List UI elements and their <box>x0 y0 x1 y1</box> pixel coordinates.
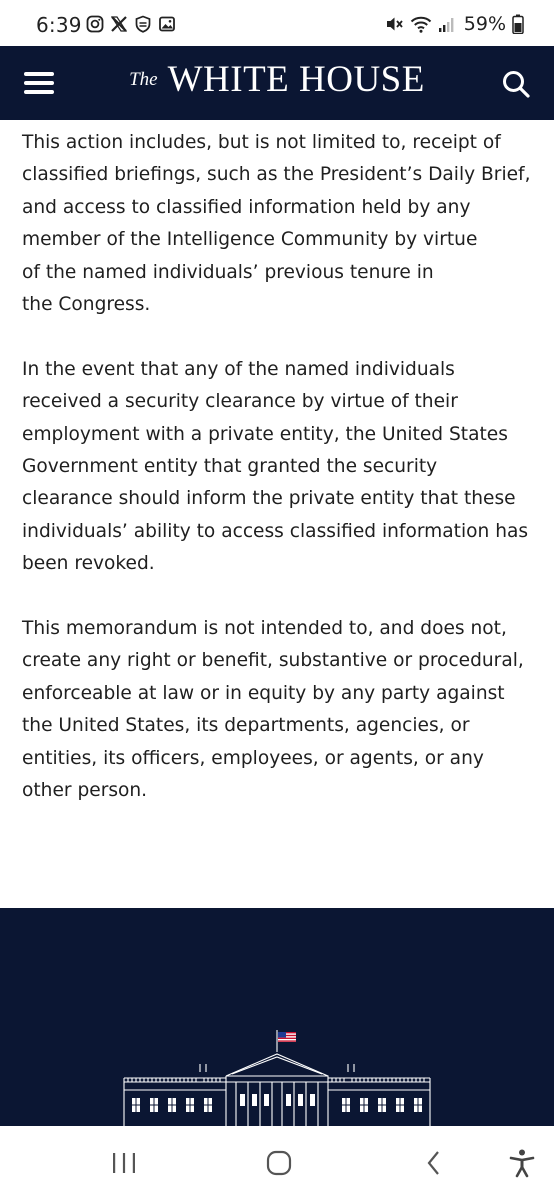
accessibility-icon[interactable] <box>482 1126 554 1200</box>
mute-icon <box>384 14 404 34</box>
logo-the-text: The <box>129 69 158 90</box>
search-icon[interactable] <box>500 68 532 100</box>
battery-percent: 59% <box>463 13 506 35</box>
article-line: employment with a private entity, the United States <box>22 423 508 445</box>
article-line: the United States, its departments, agencies, or <box>22 715 470 737</box>
article-line: been revoked. <box>22 553 155 575</box>
status-notification-icons <box>86 15 176 33</box>
status-time: 6:39 <box>36 13 82 37</box>
logo-main-text: WHITE HOUSE <box>167 59 425 100</box>
article-paragraph <box>22 613 537 807</box>
article-line: member of the Intelligence Community by virtue <box>22 229 478 251</box>
article-line: entities, its officers, employees, or agents, or any <box>22 747 484 769</box>
article-line: clearance should inform the private entity that these <box>22 488 516 510</box>
article-line: This action includes, but is not limited to, receipt of <box>22 132 501 153</box>
article-line: the Congress. <box>22 294 151 316</box>
article-line: and access to classified information held by any <box>22 196 471 218</box>
article-line: individuals’ ability to access classified information has <box>22 520 529 542</box>
system-nav-bar <box>0 1126 554 1200</box>
american-flag-icon <box>278 1032 296 1042</box>
back-icon[interactable] <box>394 1126 474 1200</box>
article-line: classified briefings, such as the President’s Daily Brief, <box>22 164 531 186</box>
article-line: of the named individuals’ previous tenure in <box>22 261 434 283</box>
article-line: create any right or benefit, substantive or procedural, <box>22 650 524 672</box>
article-line: Government entity that granted the security <box>22 456 438 478</box>
wifi-icon <box>410 14 432 34</box>
home-icon[interactable] <box>239 1126 319 1200</box>
white-house-building-icon <box>120 1030 434 1135</box>
status-system-icons <box>384 13 524 35</box>
article-line: This memorandum is not intended to, and does not, <box>22 618 507 640</box>
site-logo[interactable] <box>0 58 554 101</box>
battery-icon <box>512 14 524 34</box>
recent-apps-icon[interactable] <box>84 1126 164 1200</box>
x-icon <box>110 15 128 33</box>
signal-icon <box>438 15 456 33</box>
site-header <box>0 46 554 120</box>
article-paragraph <box>22 354 537 581</box>
article-line: enforceable at law or in equity by any party against <box>22 682 505 704</box>
article-line: other person. <box>22 780 148 802</box>
article-line: received a security clearance by virtue of their <box>22 391 458 413</box>
article-line: In the event that any of the named individuals <box>22 358 455 380</box>
article-paragraph <box>22 127 537 321</box>
article-body <box>22 127 537 840</box>
image-icon <box>158 15 176 33</box>
status-bar <box>0 0 554 46</box>
shield-icon <box>134 15 152 33</box>
instagram-icon <box>86 15 104 33</box>
